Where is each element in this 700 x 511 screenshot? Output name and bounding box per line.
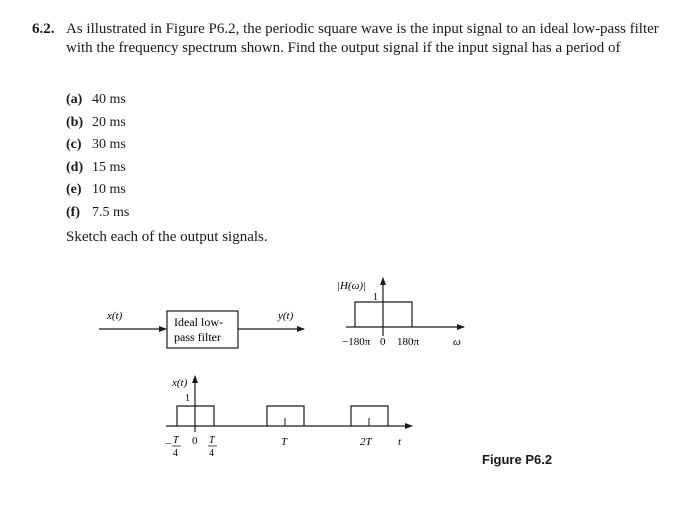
part-value: 20 ms — [92, 114, 126, 130]
block-diagram — [99, 310, 304, 348]
problem-text: As illustrated in Figure P6.2, the periodic square wave is the input signal to an ideal low-pass filter with the frequency spectrum shown. Find the output signal if the input signal has a period of — [66, 21, 659, 56]
wave-tick-neg-num: T — [173, 435, 179, 446]
spectrum-xlabel: ω — [453, 336, 461, 348]
spectrum-tick-right: 180π — [397, 336, 420, 348]
spectrum-ylabel: |H(ω)| — [337, 280, 367, 292]
wave-tick-neg-den: 4 — [173, 448, 178, 459]
part-label: (a) — [66, 92, 83, 107]
output-label: y(t) — [278, 310, 294, 322]
wave-tick-zero: 0 — [192, 435, 198, 447]
wave-ylabel: x(t) — [172, 377, 188, 389]
part-label: (f) — [66, 204, 80, 220]
spectrum-tick-left: −180π — [342, 336, 371, 348]
wave-tick-2T: 2T — [360, 436, 372, 448]
figure-caption: Figure P6.2 — [482, 452, 553, 467]
part-value: 10 ms — [92, 182, 126, 198]
spectrum-tick-zero: 0 — [380, 336, 386, 348]
wave-tick-pos-den: 4 — [209, 448, 214, 459]
wave-tick-neg-sign: − — [165, 438, 172, 450]
instruction-text: Sketch each of the output signals. — [66, 229, 268, 245]
part-label: (b) — [66, 114, 84, 130]
part-value: 15 ms — [92, 159, 126, 175]
wave-xlabel: t — [398, 436, 402, 448]
spectrum-amplitude: 1 — [373, 292, 378, 303]
square-wave-plot — [165, 376, 412, 459]
wave-amplitude: 1 — [185, 393, 190, 404]
part-value: 30 ms — [92, 137, 126, 153]
part-label: (c) — [66, 137, 82, 153]
input-label: x(t) — [107, 310, 123, 322]
filter-label-line1: Ideal low- — [174, 315, 223, 329]
problem-number: 6.2. — [32, 21, 55, 37]
wave-tick-T: T — [281, 436, 288, 448]
part-label: (e) — [66, 182, 82, 198]
part-label: (d) — [66, 159, 84, 175]
filter-label-line2: pass filter — [174, 330, 221, 344]
frequency-response — [337, 278, 464, 348]
part-value: 7.5 ms — [92, 204, 130, 220]
wave-tick-pos-num: T — [209, 435, 215, 446]
part-value: 40 ms — [92, 92, 126, 107]
